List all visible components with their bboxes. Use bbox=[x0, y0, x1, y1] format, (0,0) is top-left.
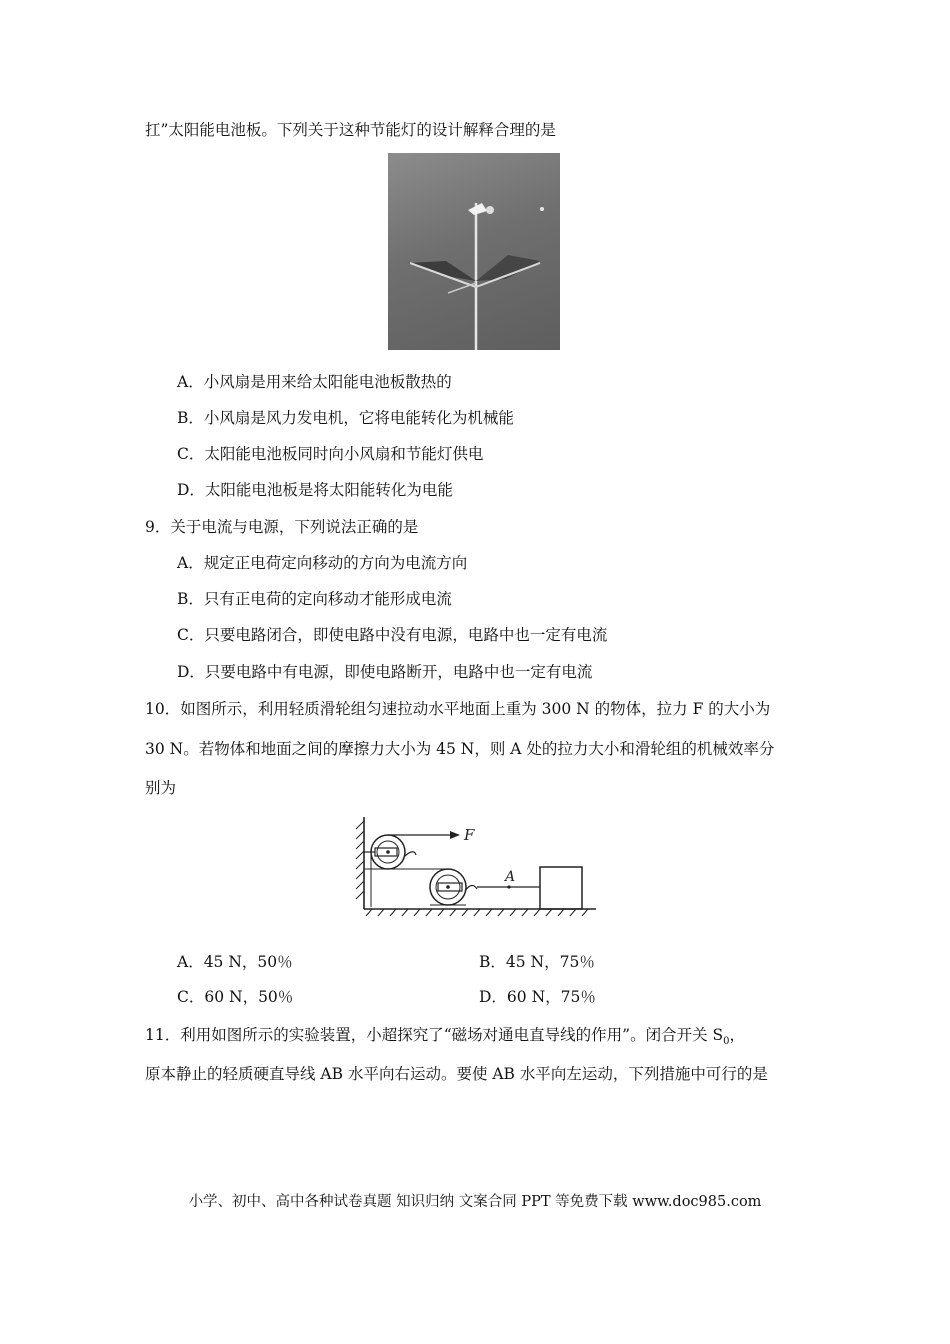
q11-stem-text: 11．利用如图所示的实验装置，小超探究了“磁场对通电直导线的作用”。闭合开关 S bbox=[145, 1026, 724, 1044]
q10-option-b: B．45 N，75％ bbox=[479, 953, 595, 971]
q9-option-a: A．规定正电荷定向移动的方向为电流方向 bbox=[177, 554, 468, 572]
q10-stem-line3: 别为 bbox=[145, 779, 177, 797]
solar-lamp-photo bbox=[388, 153, 560, 350]
q10-option-d: D．60 N，75％ bbox=[479, 988, 596, 1006]
q10-option-a: A．45 N，50％ bbox=[177, 953, 293, 971]
q9-option-b: B．只有正电荷的定向移动才能形成电流 bbox=[177, 590, 452, 608]
q9-option-d: D．只要电路中有电源，即使电路断开，电路中也一定有电流 bbox=[177, 663, 593, 681]
q11-subscript: 0 bbox=[723, 1036, 730, 1048]
q11-stem-line1 bbox=[145, 1025, 745, 1052]
q11-stem-line2: 原本静止的轻质硬直导线 AB 水平向右运动。要使 AB 水平向左运动，下列措施中可行的是 bbox=[145, 1065, 768, 1083]
point-a-label: A bbox=[505, 869, 516, 885]
q10-stem-line2: 30 N。若物体和地面之间的摩擦力大小为 45 N，则 A 处的拉力大小和滑轮组的机械效率分 bbox=[145, 740, 775, 758]
q9-option-c: C．只要电路闭合，即使电路中没有电源，电路中也一定有电流 bbox=[177, 626, 608, 644]
q9-stem: 9．关于电流与电源，下列说法正确的是 bbox=[145, 518, 419, 536]
q8-option-d: D．太阳能电池板是将太阳能转化为电能 bbox=[177, 481, 453, 499]
q11-stem-comma: ， bbox=[729, 1026, 746, 1044]
q10-stem-line1: 10．如图所示，利用轻质滑轮组匀速拉动水平地面上重为 300 N 的物体，拉力 F 的大小为 bbox=[145, 700, 771, 718]
intro-line: 扛”太阳能电池板。下列关于这种节能灯的设计解释合理的是 bbox=[145, 121, 556, 139]
q8-option-a: A．小风扇是用来给太阳能电池板散热的 bbox=[177, 373, 452, 391]
page-footer: 小学、初中、高中各种试卷真题 知识归纳 文案合同 PPT 等免费下载 www.doc985.com bbox=[188, 1194, 762, 1210]
q8-option-c: C．太阳能电池板同时向小风扇和节能灯供电 bbox=[177, 445, 484, 463]
q8-option-b: B．小风扇是风力发电机，它将电能转化为机械能 bbox=[177, 409, 514, 427]
force-label: F bbox=[464, 826, 475, 844]
pulley-diagram bbox=[352, 815, 600, 917]
q10-option-c: C．60 N，50％ bbox=[177, 988, 294, 1006]
